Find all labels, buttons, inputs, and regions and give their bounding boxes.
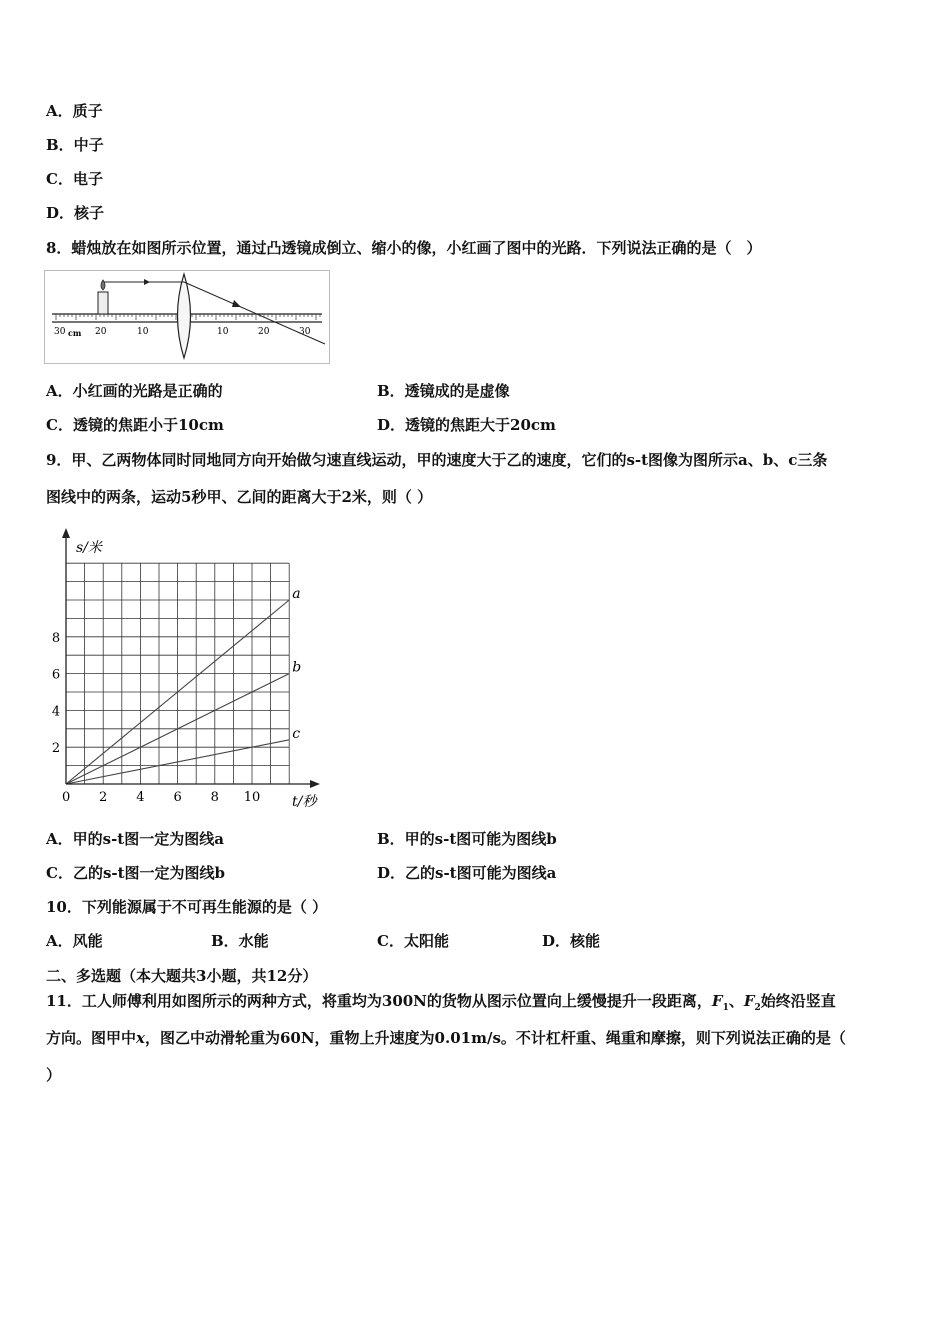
chart-grid [66,563,289,784]
y-tick-label: 8 [51,630,61,646]
x-axis-arrow-icon [310,780,320,788]
q11-f1: F [711,992,723,1010]
q11-line2-tail: ，图乙中动滑轮重为60N，重物上升速度为0.01m/s。不计杠杆重、绳重和摩擦，则下列说法正确的是（ [144,1029,846,1047]
ruler-label-cm: cm [68,328,82,338]
q10-option-c: C．太阳能 [377,932,449,950]
q7-option-d: D．核子 [46,204,105,222]
ruler-label-20-left: 20 [95,327,107,337]
q10-option-d: D．核能 [542,932,601,950]
q7-option-c: C．电子 [46,170,103,188]
q11-var-x: x [136,1029,145,1047]
q8-lens-figure [44,270,330,364]
convex-lens [178,274,191,358]
ray-arrow-refracted [232,300,241,307]
q11-f2-sub: 2 [754,1003,761,1013]
q8-stem: 8．蜡烛放在如图所示位置，通过凸透镜成倒立、缩小的像，小红画了图中的光路．下列说法正确的是（ ） [46,239,762,257]
series-label-a: a [292,586,301,602]
ray-arrow-incident [144,279,150,285]
ruler-label-30-right: 30 [299,327,311,337]
x-tick-label: 10 [243,790,261,805]
series-label-c: c [292,725,301,742]
q11-sep: 、 [728,992,744,1010]
y-tick-label: 4 [51,704,61,720]
q9-stem-line1: 9．甲、乙两物体同时同地同方向开始做匀速直线运动，甲的速度大于乙的速度，它们的s-t图像为图所示a、b、c三条 [46,451,828,469]
q10-stem: 10．下列能源属于不可再生能源的是（ ） [46,898,328,916]
q11-line1 [46,991,836,1018]
ruler-label-30-left: 30 [54,327,66,337]
section-title: 二、多选题（本大题共3小题，共12分） [46,967,318,985]
q8-option-d: D．透镜的焦距大于20cm [377,416,556,434]
y-axis-arrow-icon [62,528,70,538]
q9-st-chart [40,524,330,818]
chart-ticks [52,631,260,805]
x-tick-label: 4 [136,790,145,805]
q11-line1-text: 11．工人师傅利用如图所示的两种方式，将重均为300N的货物从图示位置向上缓慢提升一段距离， [46,992,712,1010]
q9-option-a: A．甲的s-t图一定为图线a [46,830,224,848]
q8-option-c: C．透镜的焦距小于10cm [46,416,224,434]
series-label-b: b [292,659,302,676]
y-tick-label: 2 [51,741,61,757]
q9-option-b: B．甲的s-t图可能为图线b [377,830,557,848]
light-ray-refracted [184,282,325,344]
x-axis-label: t/秒 [292,794,317,810]
q11-line1-tail: 始终沿竖直 [760,992,836,1010]
q7-option-a: A．质子 [46,102,103,120]
ruler-label-10-right: 10 [217,327,229,337]
q11-line2-head: 方向。图甲中 [46,1029,137,1047]
q11-f1-sub: 1 [722,1003,729,1013]
q11-f2: F [743,992,755,1010]
x-tick-label: 2 [99,790,108,805]
y-tick-label: 6 [51,667,61,683]
q10-option-b: B．水能 [211,932,269,950]
q7-option-b: B．中子 [46,136,104,154]
q11-line3: ） [46,1066,62,1084]
origin-label: 0 [62,790,71,805]
x-tick-label: 8 [210,790,219,805]
q9-option-c: C．乙的s-t图一定为图线b [46,864,226,882]
q9-stem-line2: 图线中的两条，运动5秒甲、乙间的距离大于2米，则（ ） [46,488,433,506]
q8-option-b: B．透镜成的是虚像 [377,382,510,400]
q11-line2 [46,1028,846,1048]
chart-series [66,586,301,784]
candle-icon [98,292,108,314]
q9-option-d: D．乙的s-t图可能为图线a [377,864,557,882]
ruler-label-20-right: 20 [258,327,270,337]
y-axis-label: s/米 [76,540,102,556]
q10-option-a: A．风能 [46,932,103,950]
q8-option-a: A．小红画的光路是正确的 [46,382,223,400]
x-tick-label: 6 [173,790,182,805]
ruler-label-10-left: 10 [137,327,149,337]
